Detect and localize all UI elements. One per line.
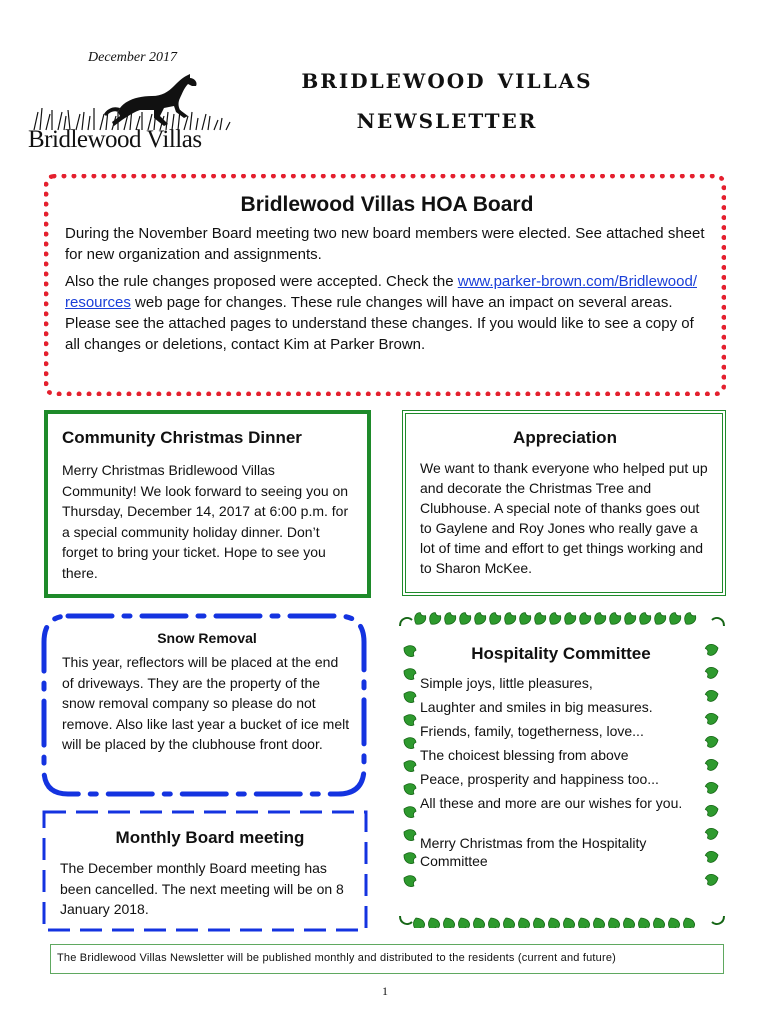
holly-leaf-icon [652,612,667,627]
holly-leaf-icon [517,612,532,627]
holly-leaf-icon [501,916,516,928]
holly-leaf-icon [442,612,457,627]
hospitality-closing: Merry Christmas from the Hospitality Committee [420,835,647,869]
christmas-dinner-body: Merry Christmas Bridlewood Villas Community! We look forward to seeing you on Thursday, December 14, 2017 at 6:00 p.m. for a special community holiday dinner. Don’t forget to bring your ticket. Hope to see you there. [62,462,349,581]
holly-leaf-icon [591,916,606,928]
holly-leaf-icon [486,916,501,928]
appreciation-section [402,410,726,596]
holly-leaf-icon [561,916,576,928]
poem-line: Simple joys, little pleasures, [420,675,593,691]
holly-leaf-icon [546,916,561,928]
holly-leaf-icon [402,874,417,888]
holly-leaf-icon [705,734,720,748]
holly-leaf-icon [516,916,531,928]
holly-leaf-icon [636,916,651,928]
holly-leaf-icon [412,612,427,627]
hoa-board-heading: Bridlewood Villas HOA Board [240,193,534,216]
newsletter-footer: The Bridlewood Villas Newsletter will be published monthly and distributed to the residents (current and future) [50,944,724,974]
holly-leaf-icon [402,805,417,819]
poem-line: Laughter and smiles in big measures. [420,699,653,715]
holly-leaf-icon [472,612,487,627]
holly-leaf-icon [705,711,720,725]
bridlewood-logo [28,72,240,156]
resources-link[interactable]: www.parker-brown.com/Bridlewood/ resources [65,273,698,311]
holly-leaf-icon [456,916,471,928]
holly-leaf-icon [592,612,607,627]
hoa-board-section [44,174,726,396]
poem-line: Peace, prosperity and happiness too... [420,771,659,787]
poem-line: The choicest blessing from above [420,747,629,763]
holly-leaf-icon [471,916,486,928]
holly-leaf-icon [705,757,720,771]
holly-leaf-icon [606,916,621,928]
holly-leaf-icon [682,612,697,627]
monthly-board-body: The December monthly Board meeting has been cancelled. The next meeting will be on 8 January 2018. [60,860,344,917]
holly-leaf-icon [427,612,442,627]
holly-leaf-icon [441,916,456,928]
holly-leaf-icon [426,916,441,928]
holly-leaf-icon [487,612,502,627]
logo-wordmark: Bridlewood Villas [28,126,202,153]
newsletter-title [232,58,662,138]
snow-removal-section [62,630,352,755]
holly-leaf-icon [502,612,517,627]
holly-leaf-icon [402,644,417,658]
monthly-board-heading: Monthly Board meeting [115,828,305,847]
snow-removal-body: This year, reflectors will be placed at the end of driveways. They are the property of the snow removal company so please do not remove. Also like last year a bucket of ice melt will be placed by the clubhouse front door. [62,654,350,752]
holly-leaf-icon [402,713,417,727]
hoa-board-paragraph-2 [65,271,709,355]
paragraph-2-rest: web page for changes. These rule changes will have an impact on several areas. Please see the attached pages to understand these changes. If you would like to see a copy of all changes or deletions, contact Kim at Parker Brown. [65,294,694,353]
hospitality-section [420,644,702,876]
holly-leaf-icon [621,916,636,928]
horse-grass-logo-icon [28,72,240,132]
holly-leaf-icon [577,612,592,627]
holly-leaf-icon [402,782,417,796]
holly-leaf-icon [681,916,696,928]
holly-leaf-icon [705,826,720,840]
holly-leaf-icon [402,851,417,865]
poem-line: Friends, family, togetherness, love... [420,723,644,739]
holly-leaf-icon [705,780,720,794]
holly-leaf-icon [402,828,417,842]
hospitality-heading: Hospitality Committee [471,644,651,663]
holly-leaf-icon [705,642,720,656]
holly-leaf-icon [402,690,417,704]
appreciation-body: We want to thank everyone who helped put up and decorate the Christmas Tree and Clubhouse. A special note of thanks goes out to Gaylene and Roy Jones who really gave a lot of time and effort to get things working and to Sharon McKee. [420,460,708,576]
holly-leaf-icon [532,612,547,627]
christmas-dinner-section [44,410,371,598]
holly-leaf-icon [402,759,417,773]
holly-leaf-icon [576,916,591,928]
hoa-board-paragraph-1: During the November Board meeting two new board members were elected. See attached sheet for new organization and assignments. [65,225,705,263]
holly-leaf-icon [705,688,720,702]
appreciation-heading: Appreciation [513,428,617,447]
holly-leaf-icon [402,736,417,750]
holly-leaf-icon [531,916,546,928]
holly-leaf-icon [705,665,720,679]
snow-removal-heading: Snow Removal [157,630,257,646]
holly-leaf-icon [411,916,426,928]
holly-leaf-icon [402,667,417,681]
holly-leaf-icon [547,612,562,627]
monthly-board-section [60,828,360,920]
christmas-dinner-heading: Community Christmas Dinner [62,428,302,447]
holly-leaf-icon [562,612,577,627]
title-line-2: newsletter [356,101,538,135]
paragraph-2-lead: Also the rule changes proposed were accepted. Check the [65,273,458,290]
holly-leaf-icon [637,612,652,627]
holly-leaf-icon [651,916,666,928]
holly-leaf-icon [667,612,682,627]
holly-leaf-icon [607,612,622,627]
issue-date: December 2017 [88,50,178,65]
holly-leaf-icon [457,612,472,627]
poem-line: All these and more are our wishes for you. [420,795,683,811]
holly-leaf-icon [622,612,637,627]
page-number: 1 [382,984,388,998]
title-line-1: bridlewood villas [301,61,593,95]
holly-leaf-icon [705,803,720,817]
holly-leaf-icon [705,849,720,863]
holly-leaf-icon [666,916,681,928]
holly-leaf-icon [705,872,720,886]
